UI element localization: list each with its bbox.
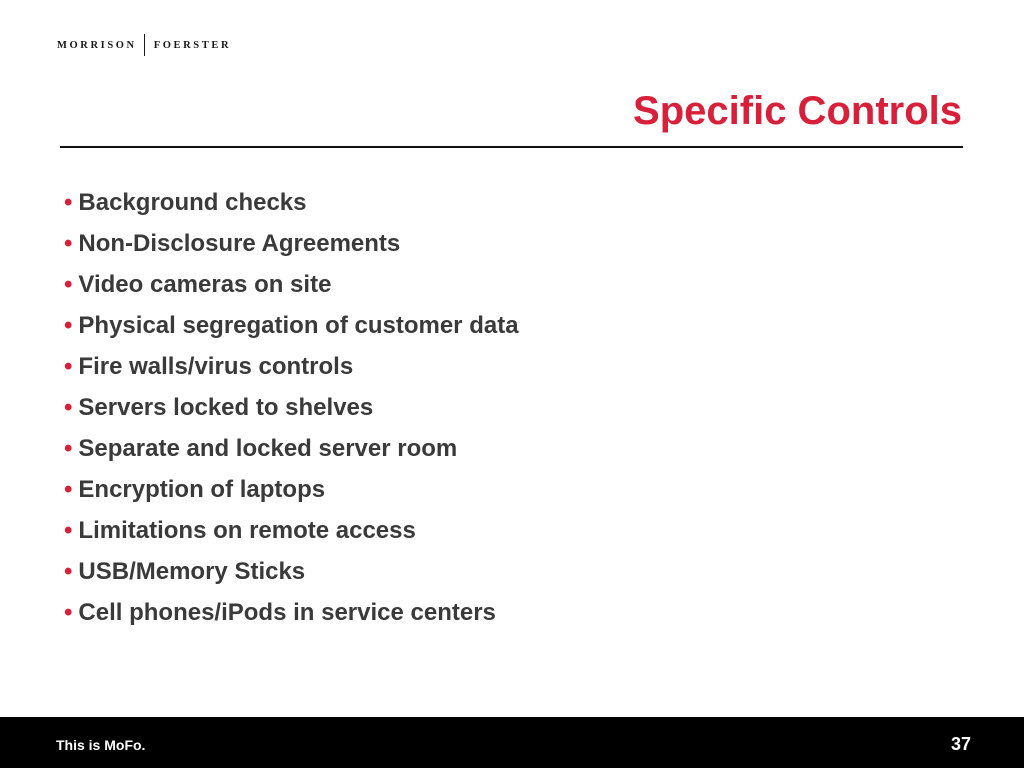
bullet-item bbox=[64, 184, 519, 225]
bullet-text: Servers locked to shelves bbox=[78, 394, 374, 421]
logo-divider bbox=[144, 34, 145, 56]
firm-logo bbox=[57, 34, 231, 56]
bullet-icon: • bbox=[64, 599, 73, 626]
logo-text-foerster: FOERSTER bbox=[153, 39, 232, 51]
footer-tagline: This is MoFo. bbox=[56, 737, 146, 753]
bullet-icon: • bbox=[64, 558, 73, 585]
bullet-item bbox=[64, 430, 519, 471]
bullet-icon: • bbox=[64, 312, 73, 339]
bullet-icon: • bbox=[64, 189, 73, 216]
bullet-icon: • bbox=[64, 230, 73, 257]
bullet-item bbox=[64, 266, 519, 307]
bullet-item bbox=[64, 553, 519, 594]
bullet-item bbox=[64, 389, 519, 430]
bullet-item bbox=[64, 348, 519, 389]
bullet-item bbox=[64, 225, 519, 266]
bullet-text: Fire walls/virus controls bbox=[78, 353, 354, 380]
bullet-text: Separate and locked server room bbox=[78, 435, 458, 462]
bullet-text: USB/Memory Sticks bbox=[78, 558, 306, 585]
bullet-icon: • bbox=[64, 353, 73, 380]
bullet-icon: • bbox=[64, 394, 73, 421]
footer-bar bbox=[0, 717, 1024, 768]
bullet-icon: • bbox=[64, 435, 73, 462]
bullet-icon: • bbox=[64, 271, 73, 298]
slide-title: Specific Controls bbox=[633, 89, 962, 133]
bullet-item bbox=[64, 471, 519, 512]
bullet-icon: • bbox=[64, 517, 73, 544]
bullet-list bbox=[64, 184, 519, 635]
logo-text-morrison: MORRISON bbox=[57, 39, 137, 51]
bullet-item bbox=[64, 307, 519, 348]
bullet-text: Background checks bbox=[78, 189, 307, 216]
bullet-text: Video cameras on site bbox=[78, 271, 332, 298]
bullet-text: Physical segregation of customer data bbox=[78, 312, 519, 339]
bullet-text: Non-Disclosure Agreements bbox=[78, 230, 401, 257]
bullet-text: Limitations on remote access bbox=[78, 517, 416, 544]
bullet-item bbox=[64, 512, 519, 553]
page-number: 37 bbox=[950, 734, 971, 754]
bullet-text: Encryption of laptops bbox=[78, 476, 326, 503]
bullet-item bbox=[64, 594, 519, 635]
title-rule bbox=[60, 146, 963, 148]
bullet-text: Cell phones/iPods in service centers bbox=[78, 599, 496, 626]
bullet-icon: • bbox=[64, 476, 73, 503]
